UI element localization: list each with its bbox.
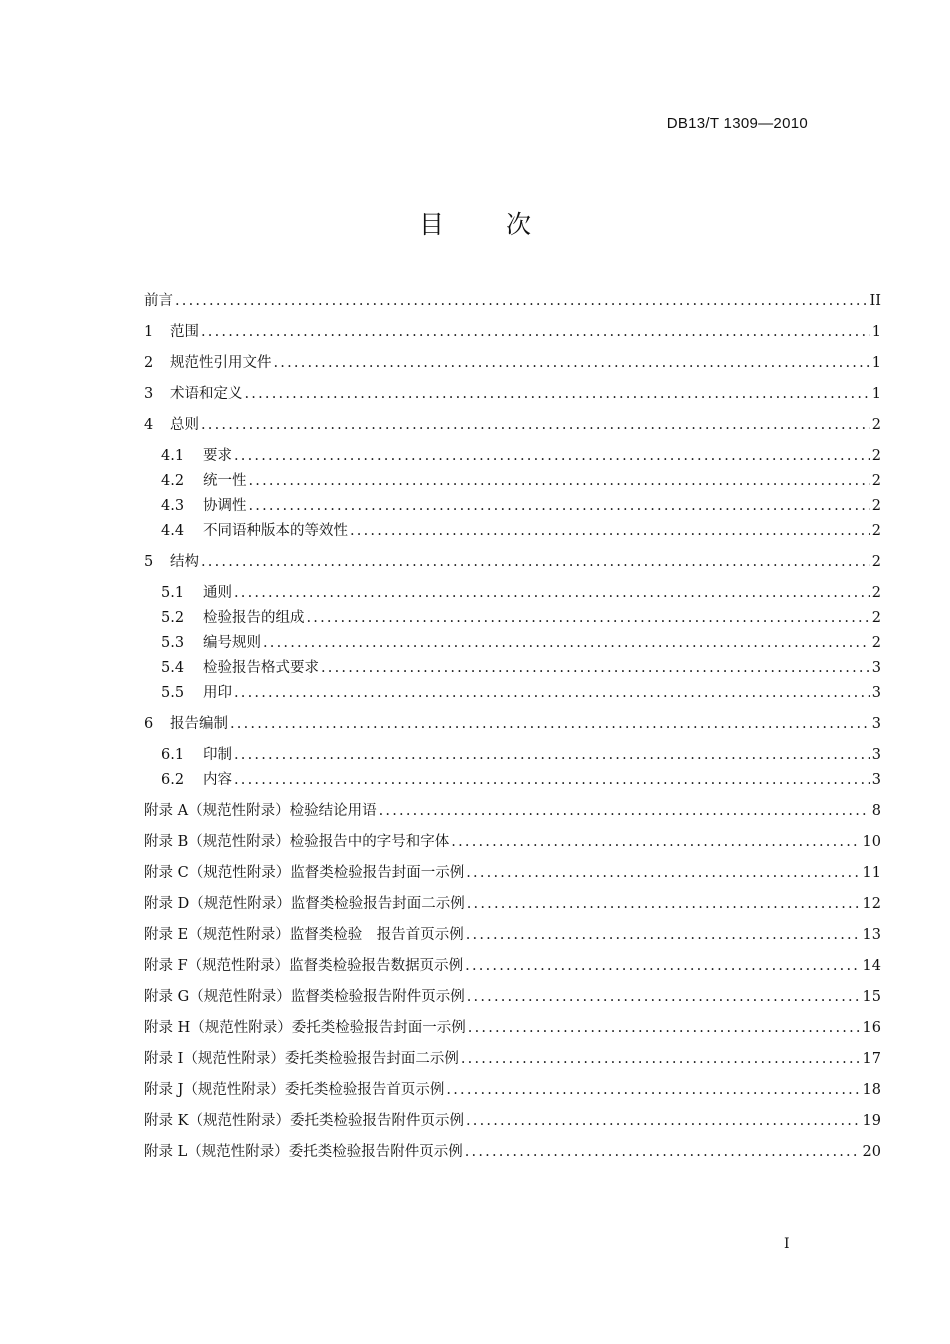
toc-entry-label: 检验报告中的字号和字体 xyxy=(289,834,450,850)
toc-entry-number: 3 xyxy=(144,386,154,402)
appendix-prefix: 附录 K（规范性附录） xyxy=(144,1113,290,1129)
toc-entry-label: 术语和定义 xyxy=(170,386,243,402)
toc-entry-page: 11 xyxy=(862,865,881,881)
toc-entry-label: 协调性 xyxy=(203,498,247,514)
toc-title xyxy=(0,205,950,241)
leader-dots xyxy=(175,293,868,309)
toc-appendix-entry[interactable] xyxy=(144,830,881,852)
toc-entry-label: 监督类检验报告封面一示例 xyxy=(290,865,465,881)
appendix-prefix: 附录 B（规范性附录） xyxy=(144,834,290,850)
leader-dots xyxy=(245,386,870,402)
toc-entry-page: 2 xyxy=(871,448,881,464)
toc-entry[interactable] xyxy=(144,413,881,435)
toc-appendix-entry[interactable] xyxy=(144,1016,881,1038)
leader-dots xyxy=(201,324,870,340)
leader-dots xyxy=(466,865,860,881)
toc-appendix-entry[interactable] xyxy=(144,861,881,883)
toc-entry-label: 前言 xyxy=(144,293,173,309)
toc-entry-label: 监督类检验 报告首页示例 xyxy=(289,927,464,943)
toc-entry-number: 5.5 xyxy=(161,685,185,701)
toc-subentry[interactable] xyxy=(161,681,881,703)
appendix-prefix: 附录 E（规范性附录） xyxy=(144,927,290,943)
toc-entry-number: 5.3 xyxy=(161,635,185,651)
toc-entry-page: 10 xyxy=(862,834,881,850)
leader-dots xyxy=(307,610,870,626)
toc-entry-page: 2 xyxy=(871,498,881,514)
toc-entry-page: 2 xyxy=(871,523,881,539)
toc-entry-page: 14 xyxy=(862,958,881,974)
toc-appendix-entry[interactable] xyxy=(144,985,881,1007)
leader-dots xyxy=(249,498,870,514)
leader-dots xyxy=(468,1020,861,1036)
toc-entry[interactable] xyxy=(144,320,881,342)
toc-subentry[interactable] xyxy=(161,469,881,491)
toc-entry-label: 监督类检验报告封面二示例 xyxy=(290,896,465,912)
toc-subentry[interactable] xyxy=(161,631,881,653)
appendix-prefix: 附录 J（规范性附录） xyxy=(144,1082,285,1098)
toc-entry-label: 范围 xyxy=(170,324,199,340)
toc-entry-label: 统一性 xyxy=(203,473,247,489)
toc-entry-label: 委托类检验报告封面二示例 xyxy=(284,1051,459,1067)
toc-entry-label: 报告编制 xyxy=(170,716,228,732)
leader-dots xyxy=(465,958,860,974)
toc-subentry[interactable] xyxy=(161,606,881,628)
toc-entry-number: 5 xyxy=(144,554,154,570)
toc-entry-label: 内容 xyxy=(203,772,232,788)
toc-entry-page: 17 xyxy=(862,1051,881,1067)
leader-dots xyxy=(234,772,870,788)
toc-appendix-entry[interactable] xyxy=(144,1140,881,1162)
appendix-prefix: 附录 A（规范性附录） xyxy=(144,803,290,819)
leader-dots xyxy=(234,747,870,763)
toc-entry-number: 2 xyxy=(144,355,154,371)
toc-appendix-entry[interactable] xyxy=(144,892,881,914)
toc-entry-label: 要求 xyxy=(203,448,232,464)
leader-dots xyxy=(201,417,870,433)
leader-dots xyxy=(379,803,870,819)
toc-entry-page: 3 xyxy=(871,747,881,763)
leader-dots xyxy=(467,896,861,912)
toc-entry-page: 8 xyxy=(871,803,881,819)
toc-entry-label: 监督类检验报告数据页示例 xyxy=(289,958,464,974)
toc-entry-label: 用印 xyxy=(203,685,232,701)
appendix-prefix: 附录 G（规范性附录） xyxy=(144,989,291,1005)
toc-entry-page: 12 xyxy=(862,896,881,912)
leader-dots xyxy=(321,660,870,676)
toc-entry-label: 委托类检验报告附件页示例 xyxy=(288,1144,463,1160)
toc-entry-label: 监督类检验报告附件页示例 xyxy=(290,989,465,1005)
toc-entry-number: 5.4 xyxy=(161,660,185,676)
leader-dots xyxy=(467,989,861,1005)
toc-entry-page: 15 xyxy=(862,989,881,1005)
toc-entry-foreword[interactable] xyxy=(144,289,881,311)
toc-entry-label: 结构 xyxy=(170,554,199,570)
toc-entry-page: 20 xyxy=(862,1144,881,1160)
toc-entry-page: 2 xyxy=(871,585,881,601)
toc-entry-label: 检验报告的组成 xyxy=(203,610,305,626)
toc-entry-number: 4.3 xyxy=(161,498,185,514)
toc-subentry[interactable] xyxy=(161,743,881,765)
appendix-prefix: 附录 D（规范性附录） xyxy=(144,896,291,912)
toc-entry-label: 委托类检验报告封面一示例 xyxy=(291,1020,466,1036)
toc-title-char-1: 目 xyxy=(418,210,444,239)
toc-entry[interactable] xyxy=(144,382,881,404)
toc-entry-page: 18 xyxy=(862,1082,881,1098)
leader-dots xyxy=(350,523,870,539)
toc-entry-number: 5.1 xyxy=(161,585,185,601)
toc-entry[interactable] xyxy=(144,351,881,373)
leader-dots xyxy=(446,1082,860,1098)
toc-entry-page: 2 xyxy=(871,610,881,626)
toc-entry[interactable] xyxy=(144,712,881,734)
toc-entry-number: 4.1 xyxy=(161,448,185,464)
leader-dots xyxy=(466,927,861,943)
toc-entry-page: 3 xyxy=(871,716,881,732)
toc-appendix-entry[interactable] xyxy=(144,799,881,821)
toc-entry-page: 2 xyxy=(871,635,881,651)
leader-dots xyxy=(234,448,870,464)
toc-subentry[interactable] xyxy=(161,494,881,516)
toc-entry-page: 3 xyxy=(871,660,881,676)
standard-code: DB13/T 1309—2010 xyxy=(666,115,808,132)
toc-appendix-entry[interactable] xyxy=(144,923,881,945)
toc-appendix-entry[interactable] xyxy=(144,954,881,976)
leader-dots xyxy=(234,585,870,601)
toc-entry-number: 1 xyxy=(144,324,154,340)
toc-appendix-entry[interactable] xyxy=(144,1078,881,1100)
toc-subentry[interactable] xyxy=(161,581,881,603)
leader-dots xyxy=(230,716,870,732)
leader-dots xyxy=(466,1113,861,1129)
toc-entry-number: 4 xyxy=(144,417,154,433)
leader-dots xyxy=(461,1051,861,1067)
toc-title-char-2: 次 xyxy=(506,210,532,239)
leader-dots xyxy=(249,473,870,489)
appendix-prefix: 附录 I（规范性附录） xyxy=(144,1051,285,1067)
toc-entry-page: 1 xyxy=(871,386,881,402)
toc-entry-number: 5.2 xyxy=(161,610,185,626)
toc-entry-page: 2 xyxy=(871,473,881,489)
toc-entry-label: 总则 xyxy=(170,417,199,433)
page-number: I xyxy=(784,1236,790,1252)
toc-appendix-entry[interactable] xyxy=(144,1047,881,1069)
leader-dots xyxy=(201,554,870,570)
leader-dots xyxy=(465,1144,861,1160)
toc-entry-label: 规范性引用文件 xyxy=(170,355,272,371)
toc-entry-label: 印制 xyxy=(203,747,232,763)
toc-entry-label: 通则 xyxy=(203,585,232,601)
toc-entry-label: 委托类检验报告首页示例 xyxy=(284,1082,445,1098)
toc-entry-label: 委托类检验报告附件页示例 xyxy=(289,1113,464,1129)
toc-entry-page: II xyxy=(869,293,881,309)
toc-entry[interactable] xyxy=(144,550,881,572)
toc-entry-page: 13 xyxy=(862,927,881,943)
toc-entry-page: 16 xyxy=(862,1020,881,1036)
toc-entry-number: 6.2 xyxy=(161,772,185,788)
toc-entry-page: 19 xyxy=(862,1113,881,1129)
toc-subentry[interactable] xyxy=(161,444,881,466)
toc-entry-label: 检验报告格式要求 xyxy=(203,660,319,676)
leader-dots xyxy=(263,635,870,651)
appendix-prefix: 附录 C（规范性附录） xyxy=(144,865,291,881)
appendix-prefix: 附录 H（规范性附录） xyxy=(144,1020,292,1036)
leader-dots xyxy=(451,834,860,850)
toc-subentry[interactable] xyxy=(161,768,881,790)
toc-entry-number: 4.4 xyxy=(161,523,185,539)
toc-entry-page: 3 xyxy=(871,772,881,788)
toc-entry-label: 不同语种版本的等效性 xyxy=(203,523,348,539)
toc-entry-page: 1 xyxy=(871,324,881,340)
toc-entry-number: 4.2 xyxy=(161,473,185,489)
toc-entry-page: 3 xyxy=(871,685,881,701)
leader-dots xyxy=(274,355,870,371)
toc-entry-number: 6.1 xyxy=(161,747,185,763)
toc-entry-page: 2 xyxy=(871,417,881,433)
appendix-prefix: 附录 F（规范性附录） xyxy=(144,958,290,974)
toc-entry-page: 2 xyxy=(871,554,881,570)
toc-entry-page: 1 xyxy=(871,355,881,371)
leader-dots xyxy=(234,685,870,701)
toc-subentry[interactable] xyxy=(161,656,881,678)
toc-subentry[interactable] xyxy=(161,519,881,541)
toc-entry-label: 编号规则 xyxy=(203,635,261,651)
toc-entry-label: 检验结论用语 xyxy=(289,803,377,819)
toc-appendix-entry[interactable] xyxy=(144,1109,881,1131)
appendix-prefix: 附录 L（规范性附录） xyxy=(144,1144,289,1160)
toc-entry-number: 6 xyxy=(144,716,154,732)
